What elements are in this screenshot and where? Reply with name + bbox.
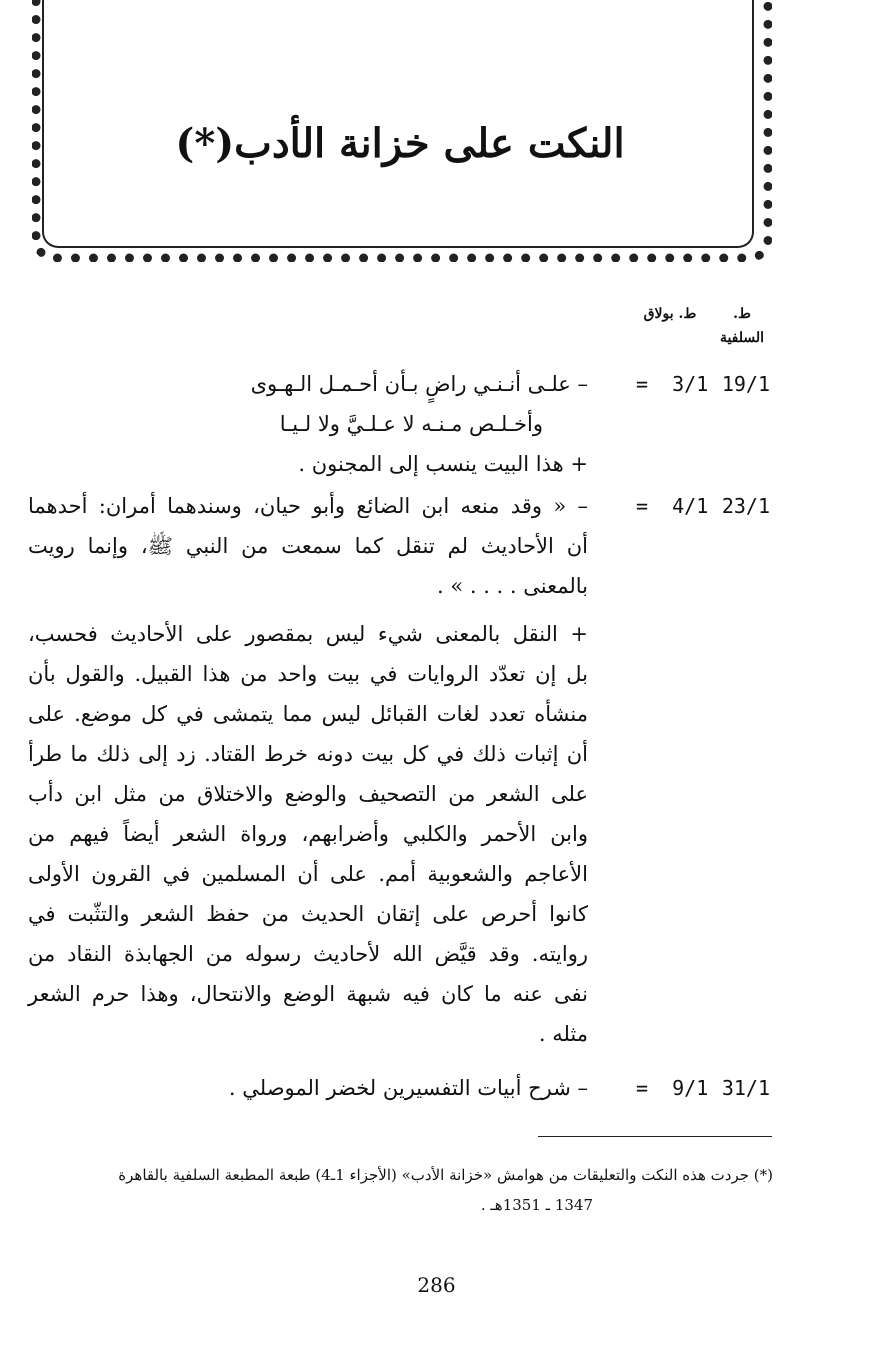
boulaq-ref: = 4/1 [636, 494, 709, 518]
text-line: مثله . [538, 1022, 588, 1046]
salafia-ref: 19/1 [721, 372, 770, 396]
salafia-ref: 31/1 [721, 1076, 770, 1100]
footnote-line: (*) جردت هذه النكت والتعليقات من هوامش «خزانة الأدب» (الأجزاء 1ـ4) طبعة المطبعة السلفية بالقاهرة [118, 1166, 773, 1184]
column-header-salafia: ط. السلفية [719, 306, 765, 346]
text-line: الأعاجم والشعوبية أمم. على أن المسلمين في القرون الأولى [28, 862, 588, 886]
text-line: أن الأحاديث لم تنقل كما سمعت من النبي ﷺ، وإنما رويت [28, 534, 588, 558]
text-line: وابن الأحمر والكلبي وأضرابهم، ورواة الشعر أيضاً فيهم من [28, 822, 588, 846]
text-line: – « وقد منعه ابن الضائع وأبو حيان، وسندهما أمران: أحدهما [28, 494, 588, 518]
page-title: النكت على خزانة الأدب(*) [175, 120, 625, 167]
footnote [28, 1160, 773, 1220]
text-line: + النقل بالمعنى شيء ليس بمقصور على الأحاديث فحسب، [28, 622, 588, 646]
text-line: روايته. وقد قيَّض الله لأحاديث رسوله من الجهابذة النقاد من [28, 942, 588, 966]
text-line: منشأه تعدد لغات القبائل ليس مما يتمشى في كل موضع. على [28, 702, 588, 726]
verse-line: – علـى أنـنـي راضٍ بـأن أحـمـل الـهـوى [250, 372, 588, 396]
boulaq-ref: = 3/1 [636, 372, 709, 396]
attribution-note: + هذا البيت ينسب إلى المجنون . [298, 452, 588, 476]
text-line: أن إثبات ذلك في كل بيت دونه خرط القتاد. زد إلى ذلك ما طرأ [28, 742, 588, 766]
text-line: بالمعنى . . . . » . [436, 574, 588, 598]
entry-text: – شرح أبيات التفسيرين لخضر الموصلي . [228, 1076, 588, 1100]
text-line: كانوا أحرص على إتقان الحديث من حفظ الشعر والتثّبت في [28, 902, 588, 926]
column-header-boulaq: ط. بولاق [643, 306, 697, 322]
footnote-line: 1347 ـ 1351هـ . [480, 1196, 593, 1214]
quoted-passage [28, 486, 588, 606]
footnote-divider [538, 1136, 772, 1137]
text-line: على الشعر من التصحيف والوضع والاختلاق من مثل ابن دأب [28, 782, 588, 806]
page-number: 286 [417, 1273, 456, 1297]
verse-line: وأخـلـص مـنـه لا عـلـيَّ ولا لـيـا [279, 412, 543, 436]
text-line: بل إن تعدّد الروايات في بيت واحد من هذا القبيل. والقول بأن [28, 662, 588, 686]
salafia-ref: 23/1 [721, 494, 770, 518]
boulaq-ref: = 9/1 [636, 1076, 709, 1100]
text-line: نفى عنه ما كان فيه شبهة الوضع والانتحال، وهذا حرم الشعر [28, 982, 588, 1006]
commentary [28, 614, 588, 1054]
